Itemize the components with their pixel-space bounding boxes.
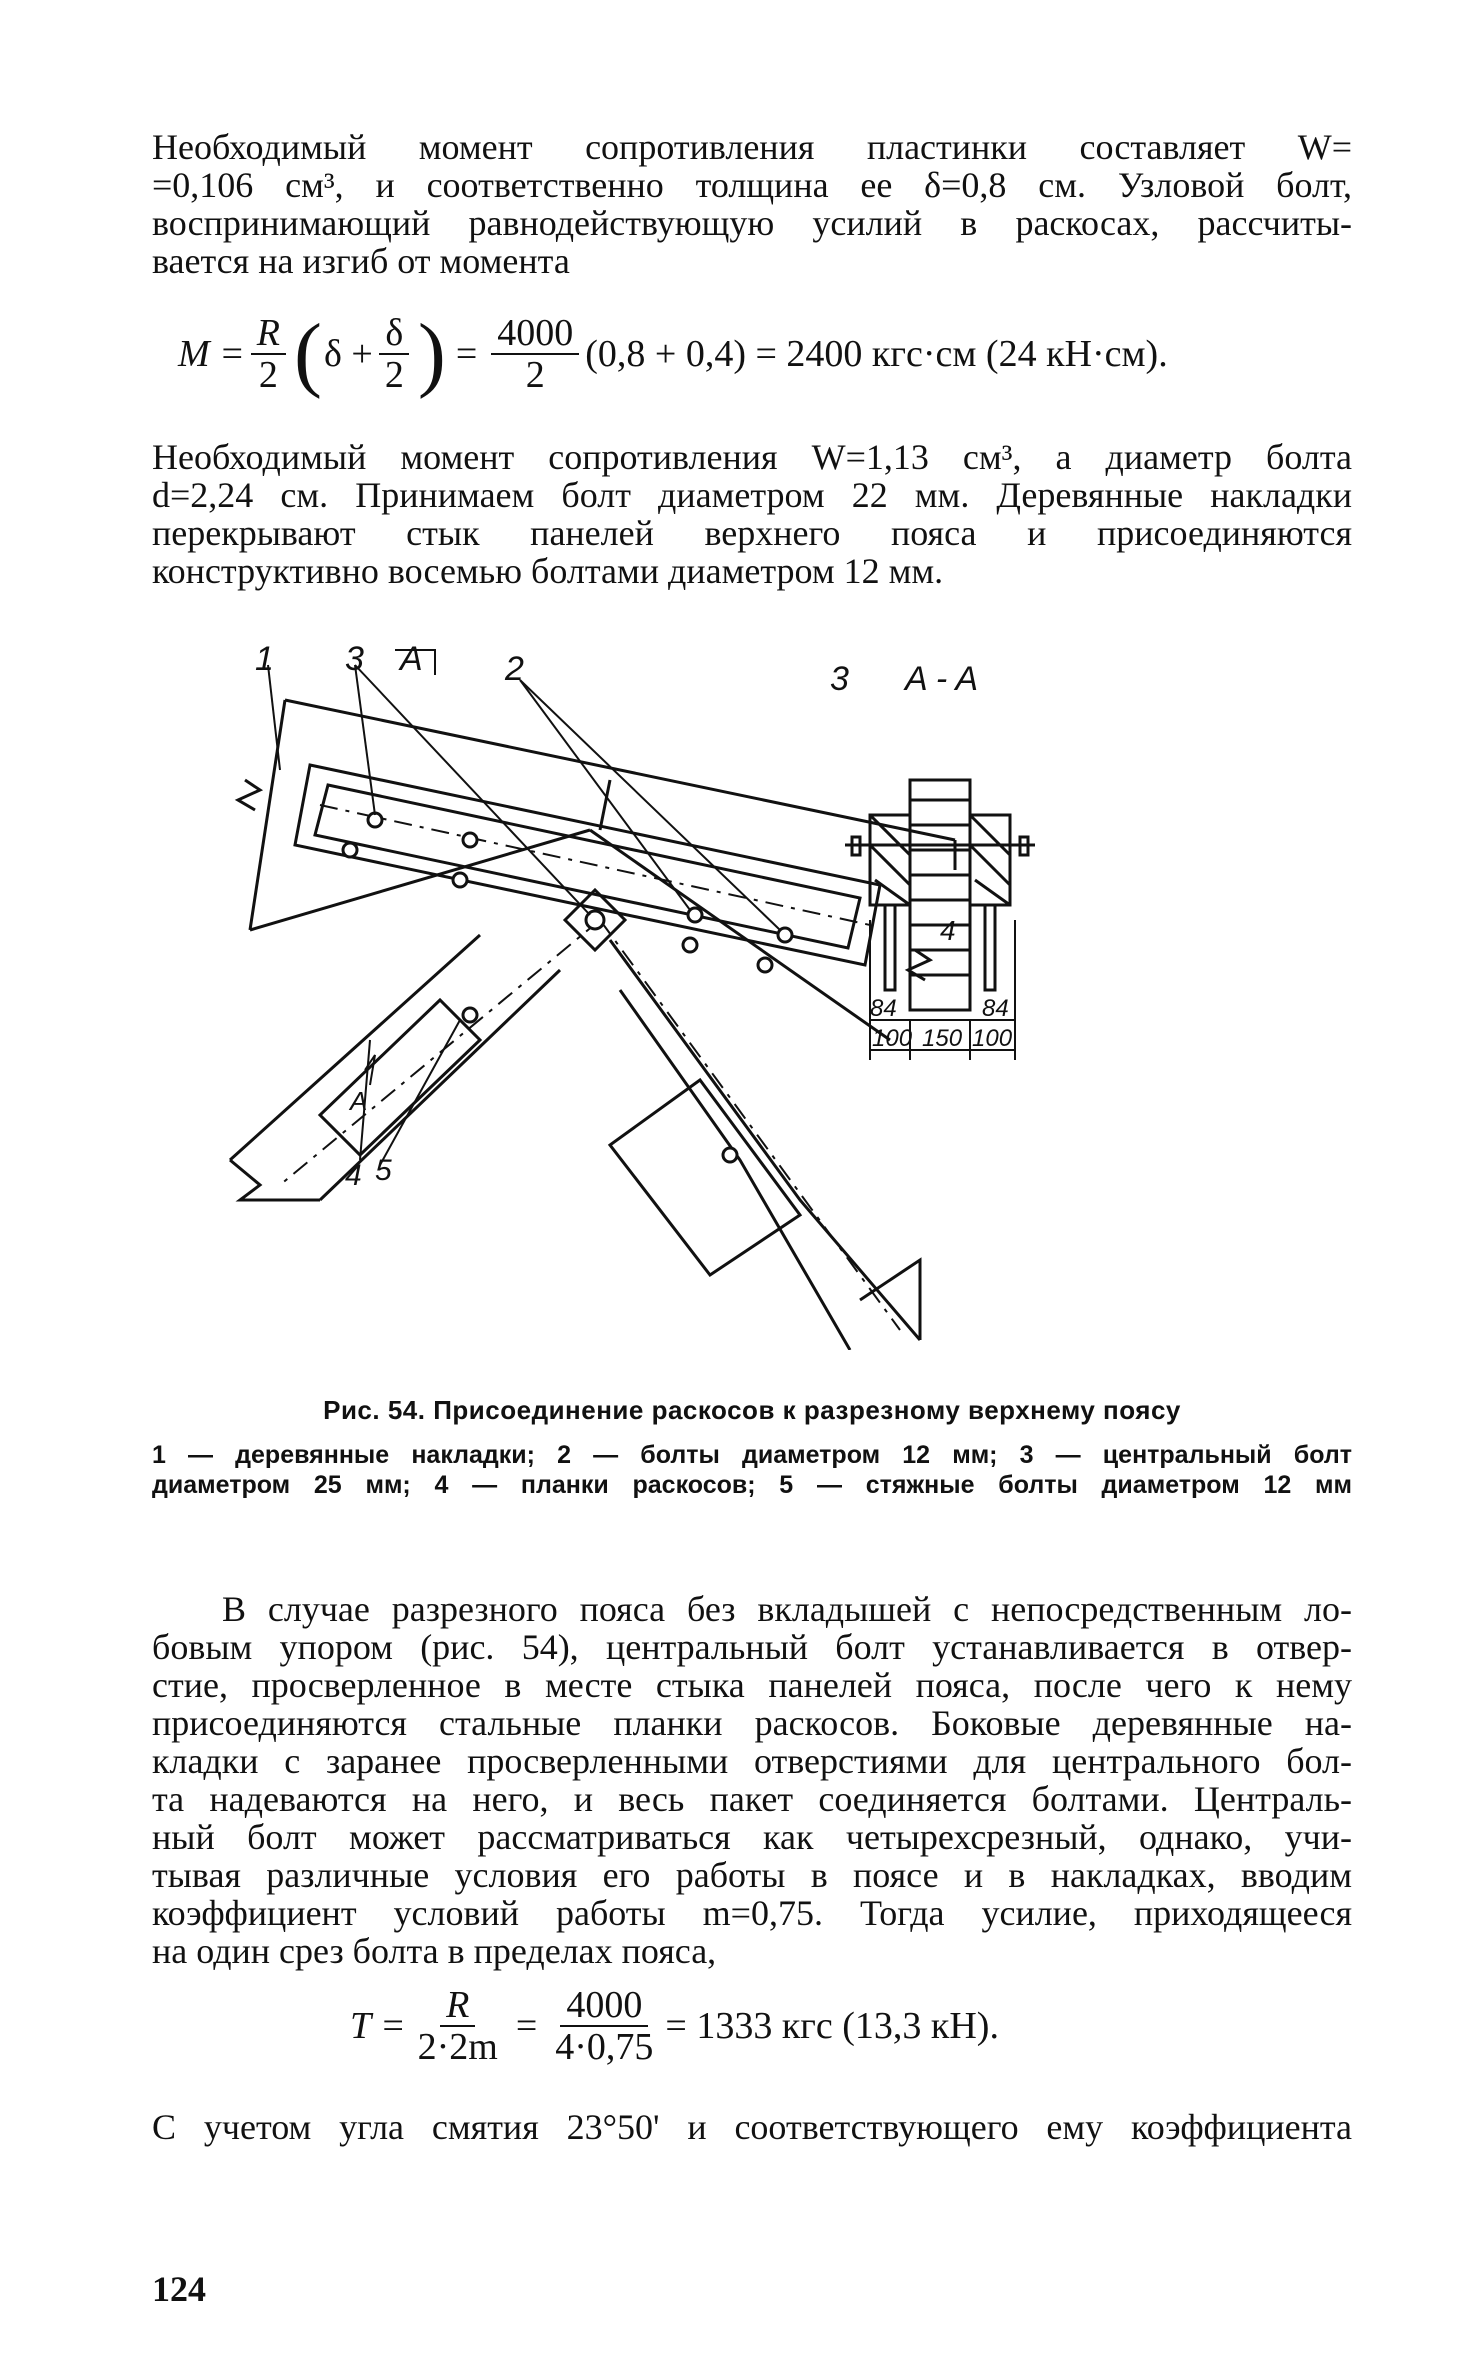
formula-result: (0,8 + 0,4) = 2400 кгс·см (24 кН·см). xyxy=(585,333,1168,375)
left-diagonal-centerline xyxy=(280,920,600,1185)
label-a-a: A - A xyxy=(905,660,979,698)
label-a: A xyxy=(400,640,423,678)
leader-3b xyxy=(355,665,590,915)
paragraph-2 xyxy=(152,438,1352,590)
fraction-numerator: 4000 xyxy=(560,1985,648,2027)
page-number: 124 xyxy=(152,2269,206,2309)
chord-break-left xyxy=(250,700,285,930)
panel-joint-line xyxy=(600,780,610,830)
text-line: стие, просверленное в месте стыка панелей пояса, после чего к нему xyxy=(152,1665,1352,1705)
text-line: Необходимый момент сопротивления W=1,13 см³, а диаметр болта xyxy=(152,437,1352,477)
bolt xyxy=(368,813,382,827)
section-hatch xyxy=(910,800,970,975)
text-line: В случае разрезного пояса без вкладышей с непосредственным ло- xyxy=(222,1589,1352,1629)
dimension-100-left: 100 xyxy=(872,1025,913,1052)
dimension-84-left: 84 xyxy=(870,995,897,1022)
fraction-4000-over-4-075 xyxy=(549,1985,659,2067)
fraction-delta-over-2 xyxy=(379,313,410,395)
bolt xyxy=(463,833,477,847)
dimension-150: 150 xyxy=(922,1025,963,1052)
formula-moment xyxy=(178,307,1168,400)
text-line: С учетом угла смятия 23°50' и соответствующего ему коэффициента xyxy=(152,2107,1352,2147)
fraction-numerator: R xyxy=(440,1985,475,2027)
text-line: Необходимый момент сопротивления пластинки составляет W= xyxy=(152,127,1352,167)
right-diagonal-centerline xyxy=(600,920,900,1330)
label-4-section: 4 xyxy=(940,915,956,946)
paragraph-3 xyxy=(152,1590,1352,1970)
label-2: 2 xyxy=(505,650,524,688)
text-line: =0,106 см³, и соответственно толщина ее δ=0,8 см. Узловой болт, xyxy=(152,165,1352,205)
leader-2b xyxy=(520,680,780,930)
chord-bottom-edge-right xyxy=(590,830,890,1040)
label-a-lower: A xyxy=(350,1086,368,1116)
formula-lhs: T = xyxy=(350,2005,406,2047)
text-line: присоединяются стальные планки раскосов. Боковые деревянные на- xyxy=(152,1703,1352,1743)
fraction-r-over-2 xyxy=(251,313,286,395)
fraction-denominator: 2·2m xyxy=(417,2026,498,2068)
text-line: та надеваются на него, и весь пакет соединяется болтами. Централь- xyxy=(152,1779,1352,1819)
text-line: тывая различные условия его работы в поясе и в накладках, вводим xyxy=(152,1855,1352,1895)
paragraph-4 xyxy=(152,2108,1352,2146)
left-diagonal-edge-top xyxy=(230,935,480,1160)
right-diagonal-edge-bottom xyxy=(620,990,850,1350)
dimension-100-right: 100 xyxy=(972,1025,1013,1052)
fraction-numerator: R xyxy=(251,313,286,355)
label-4: 4 xyxy=(345,1159,362,1192)
text-line: d=2,24 см. Принимаем болт диаметром 22 мм. Деревянные накладки xyxy=(152,475,1352,515)
figure-54-drawing xyxy=(220,640,1240,1350)
text-line: вается на изгиб от момента xyxy=(152,241,570,281)
bolt xyxy=(688,908,702,922)
fraction-r-over-2-2m xyxy=(412,1985,504,2067)
label-3: 3 xyxy=(345,640,364,678)
formula-delta-plus: δ + xyxy=(324,333,373,375)
figure-caption-legend xyxy=(152,1440,1352,1500)
text-line: конструктивно восемью болтами диаметром 12 мм. xyxy=(152,551,944,591)
fraction-numerator: δ xyxy=(379,313,409,355)
tie-bolt xyxy=(723,1148,737,1162)
formula-equals: = xyxy=(455,333,478,375)
text-line: перекрывают стык панелей верхнего пояса и присоединяются xyxy=(152,513,1352,553)
formula-lhs: M = xyxy=(178,333,245,375)
fraction-denominator: 2 xyxy=(258,354,278,396)
dimension-84-right: 84 xyxy=(982,995,1009,1022)
bolt xyxy=(683,938,697,952)
fraction-denominator: 2 xyxy=(384,354,404,396)
left-diagonal-break xyxy=(230,1160,320,1200)
fraction-numerator: 4000 xyxy=(491,313,579,355)
text-line: бовым упором (рис. 54), центральный болт устанавливается в отвер- xyxy=(152,1627,1352,1667)
label-3-section: 3 xyxy=(830,660,849,698)
text-line: ный болт может рассматриваться как четырехсрезный, однако, учи- xyxy=(152,1817,1352,1857)
bolt xyxy=(343,843,357,857)
fraction-denominator: 2 xyxy=(525,354,545,396)
figure-caption-title: Рис. 54. Присоединение раскосов к разрезному верхнему поясу xyxy=(323,1395,1181,1425)
label-5: 5 xyxy=(375,1154,392,1187)
bolt xyxy=(758,958,772,972)
section-pad-hatch xyxy=(870,815,1010,905)
leader-2a xyxy=(520,680,690,910)
label-1: 1 xyxy=(255,640,274,678)
formula-shear-force xyxy=(350,1985,999,2067)
formula-result: = 1333 кгс (13,3 кН). xyxy=(665,2005,999,2047)
text-line: коэффициент условий работы m=0,75. Тогда усилие, приходящееся xyxy=(152,1893,1352,1933)
caption-line: диаметром 25 мм; 4 — планки раскосов; 5 — стяжные болты диаметром 12 мм xyxy=(152,1471,1352,1499)
close-paren: ) xyxy=(417,307,446,400)
text-line: кладки с заранее просверленными отверстиями для центрального бол- xyxy=(152,1741,1352,1781)
tie-bolt xyxy=(463,1008,477,1022)
break-mark-left xyxy=(238,780,260,810)
caption-line: 1 — деревянные накладки; 2 — болты диаметром 12 мм; 3 — центральный болт xyxy=(152,1441,1352,1469)
fraction-denominator: 4·0,75 xyxy=(555,2026,654,2068)
fraction-4000-over-2 xyxy=(491,313,579,395)
text-line: на один срез болта в пределах пояса, xyxy=(152,1931,717,1971)
open-paren: ( xyxy=(294,307,322,400)
section-plank-right xyxy=(985,905,995,990)
bolt xyxy=(453,873,467,887)
paragraph-1 xyxy=(152,128,1352,280)
leader-1 xyxy=(268,665,280,770)
section-plank-left xyxy=(885,905,895,990)
formula-equals: = xyxy=(515,2005,538,2047)
text-line: воспринимающий равнодействующую усилий в раскосах, рассчиты- xyxy=(152,203,1352,243)
bolt xyxy=(778,928,792,942)
